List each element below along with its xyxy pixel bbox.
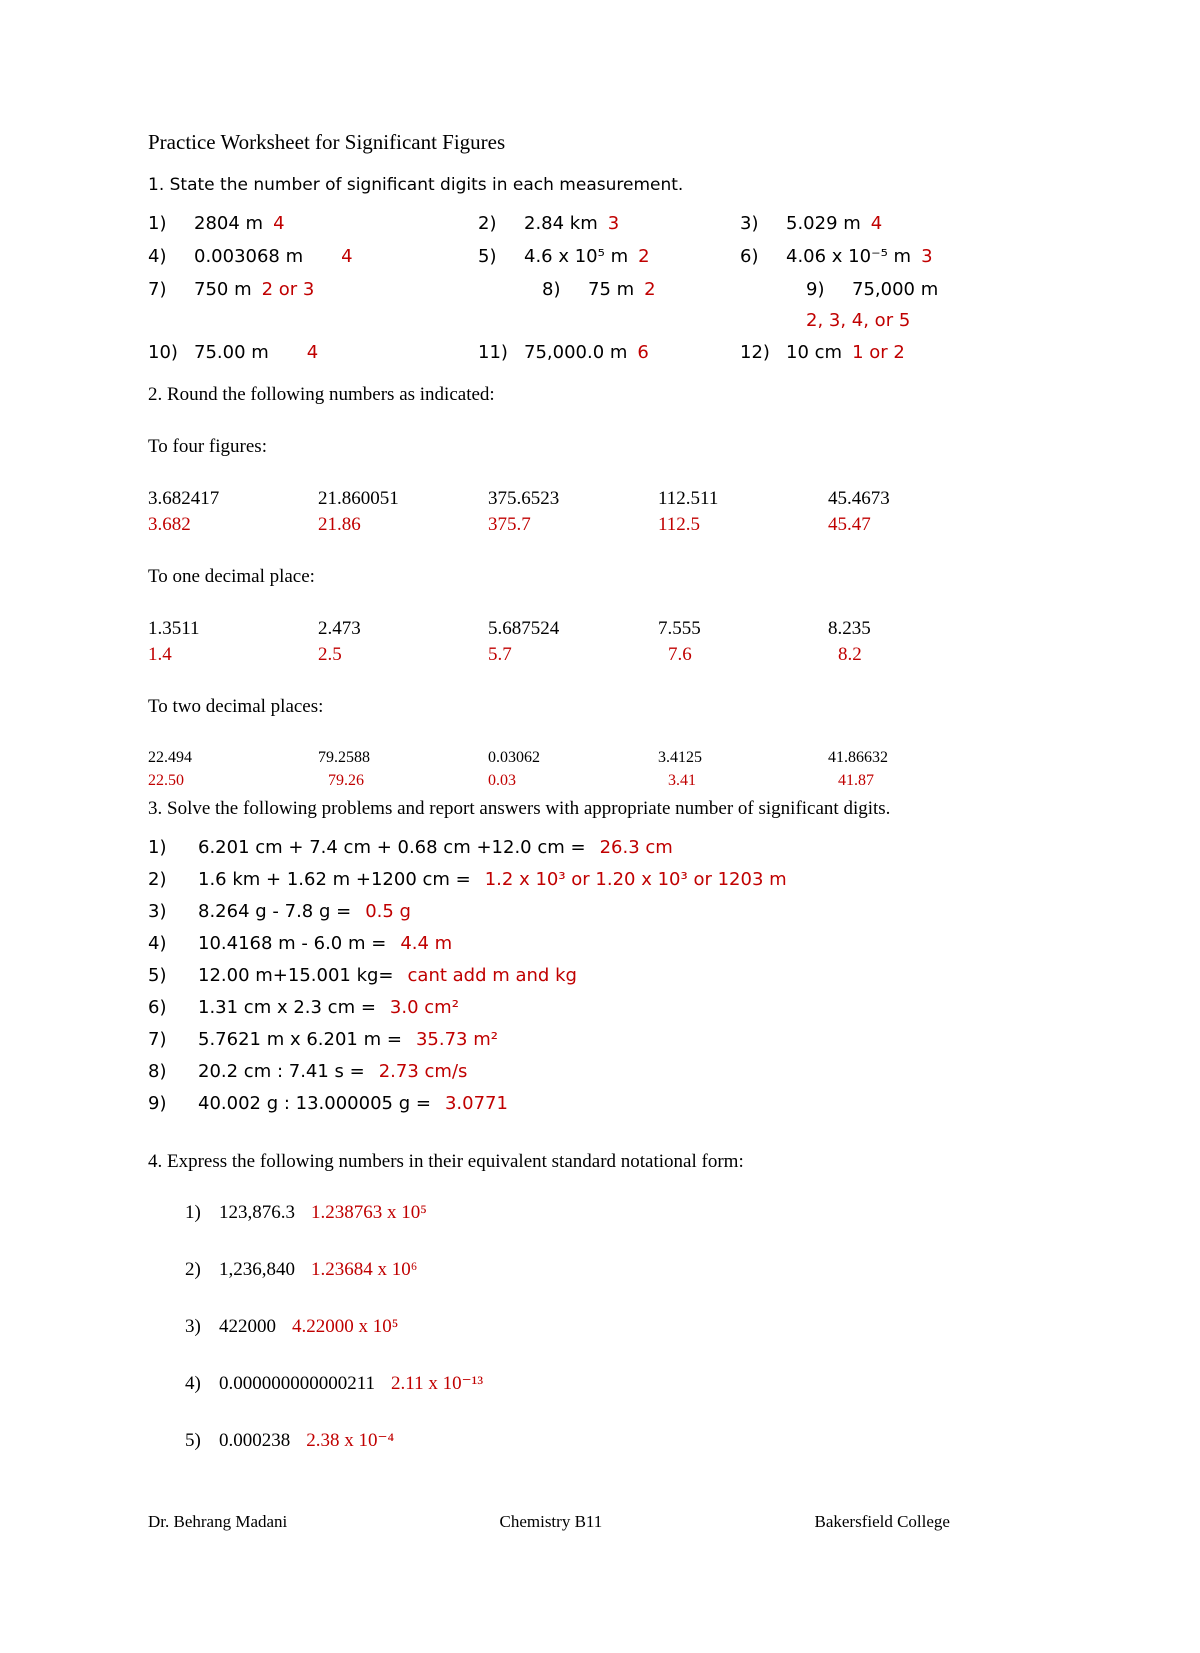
problem-text: 4.06 x 10⁻⁵ m — [786, 246, 912, 267]
section2-rounding — [148, 382, 1048, 792]
problem-text: 20.2 cm : 7.41 s = — [198, 1061, 365, 1082]
problem-text: 8.264 g - 7.8 g = — [198, 901, 352, 922]
value: 1.3511 — [148, 618, 200, 639]
sigfig-problem — [740, 207, 1008, 240]
answer-text: 4.22000 x 10⁵ — [292, 1316, 399, 1337]
rounding-block-label: To two decimal places: — [148, 696, 324, 717]
sigfig-problem — [148, 336, 478, 369]
sigfig-problem — [478, 273, 740, 336]
problem-number: 12) — [740, 342, 770, 363]
problem-number: 4) — [148, 933, 167, 954]
problem-number: 5) — [478, 246, 497, 267]
footer-author: Dr. Behrang Madani — [148, 1512, 288, 1531]
section1-problem-grid — [148, 207, 1008, 369]
problem-number: 4) — [185, 1373, 201, 1394]
problem-text: 2804 m — [194, 213, 264, 234]
answer-text: 4 — [306, 342, 319, 363]
value: 112.511 — [658, 488, 719, 509]
answer-text: 2.73 cm/s — [378, 1061, 468, 1082]
problem-number: 6) — [740, 246, 759, 267]
answer: 79.26 — [328, 772, 364, 789]
problem-number: 5) — [185, 1430, 201, 1451]
calc-problem — [148, 992, 978, 1024]
problem-text: 0.003068 m — [194, 246, 304, 267]
answer: 21.86 — [318, 514, 361, 535]
problem-number: 2) — [185, 1259, 201, 1280]
problem-number: 4) — [148, 246, 167, 267]
value: 8.235 — [828, 618, 871, 639]
answer-text: 3 — [607, 213, 620, 234]
problem-text: 1,236,840 — [219, 1259, 295, 1280]
calc-problem — [148, 1056, 978, 1088]
problem-text: 40.002 g : 13.000005 g = — [198, 1093, 431, 1114]
notation-problem — [148, 1427, 978, 1454]
answer-text: 2.11 x 10⁻¹³ — [391, 1373, 484, 1394]
answer-text: 2 — [644, 279, 656, 300]
answer-text: 3 — [921, 246, 933, 267]
value: 3.4125 — [658, 749, 702, 766]
answer: 0.03 — [488, 772, 516, 789]
footer-college: Bakersfield College — [814, 1512, 950, 1531]
answer-text: 3.0 cm² — [389, 997, 459, 1018]
answer-text: 26.3 cm — [599, 837, 673, 858]
rounding-table — [148, 616, 1048, 668]
answer: 8.2 — [838, 644, 862, 665]
answer-text: 2 — [638, 246, 650, 267]
value: 2.473 — [318, 618, 361, 639]
answer: 5.7 — [488, 644, 512, 665]
rounding-table — [148, 746, 1048, 792]
answer: 7.6 — [668, 644, 692, 665]
calc-problem — [148, 928, 978, 960]
value: 0.03062 — [488, 749, 540, 766]
answer-text: cant add m and kg — [407, 965, 577, 986]
sigfig-problem — [148, 273, 478, 336]
answer-text: 35.73 m² — [415, 1029, 498, 1050]
rounding-block-label: To one decimal place: — [148, 566, 315, 587]
rounding-block — [148, 694, 1048, 792]
sigfig-problem — [148, 240, 478, 273]
problem-number: 7) — [148, 279, 167, 300]
value: 5.687524 — [488, 618, 560, 639]
problem-text: 2.84 km — [524, 213, 598, 234]
answer-text: 2, 3, 4, or 5 — [806, 310, 911, 331]
problem-text: 4.6 x 10⁵ m — [524, 246, 629, 267]
problem-number: 3) — [185, 1316, 201, 1337]
answer: 112.5 — [658, 514, 701, 535]
problem-number: 3) — [740, 213, 759, 234]
sigfig-problem — [148, 207, 478, 240]
section3-heading: 3. Solve the following problems and report answers with appropriate number of significant digits. — [148, 798, 891, 819]
answer: 22.50 — [148, 772, 184, 789]
answer-text: 6 — [637, 342, 649, 363]
value: 375.6523 — [488, 488, 560, 509]
answer-text: 1 or 2 — [852, 342, 905, 363]
answer: 3.41 — [668, 772, 696, 789]
problem-number: 8) — [148, 1061, 167, 1082]
problem-number: 10) — [148, 342, 178, 363]
calc-problem — [148, 896, 978, 928]
problem-number: 7) — [148, 1029, 167, 1050]
problem-number: 2) — [478, 213, 497, 234]
rounding-table — [148, 486, 1048, 538]
answer-text: 1.238763 x 10⁵ — [311, 1202, 427, 1223]
calc-problem — [148, 832, 978, 864]
sigfig-problem — [740, 336, 1008, 369]
answer: 2.5 — [318, 644, 342, 665]
problem-text: 1.31 cm x 2.3 cm = — [198, 997, 376, 1018]
problem-text: 5.7621 m x 6.201 m = — [198, 1029, 402, 1050]
answer-text: 4 — [870, 213, 883, 234]
value: 21.860051 — [318, 488, 399, 509]
section3-item-list — [148, 832, 978, 1120]
page-footer — [148, 1512, 950, 1532]
answer-text: 2 or 3 — [261, 279, 315, 300]
answer-text: 4.4 m — [400, 933, 453, 954]
sigfig-problem — [740, 273, 1008, 336]
value: 22.494 — [148, 749, 192, 766]
answer: 1.4 — [148, 644, 172, 665]
page-title: Practice Worksheet for Significant Figures — [148, 130, 506, 154]
notation-problem — [148, 1256, 978, 1283]
answer: 41.87 — [838, 772, 874, 789]
answer-text: 1.2 x 10³ or 1.20 x 10³ or 1203 m — [484, 869, 787, 890]
problem-text: 750 m — [194, 279, 252, 300]
answer-text: 0.5 g — [365, 901, 411, 922]
problem-number: 9) — [806, 279, 825, 300]
section3-problems — [148, 795, 978, 1120]
sigfig-problem — [478, 207, 740, 240]
rounding-block-label: To four figures: — [148, 436, 267, 457]
problem-number: 1) — [148, 837, 167, 858]
section4-heading: 4. Express the following numbers in their equivalent standard notational form: — [148, 1151, 744, 1172]
answer: 3.682 — [148, 514, 191, 535]
problem-text: 422000 — [219, 1316, 276, 1337]
problem-number: 8) — [542, 279, 561, 300]
answer-text: 2.38 x 10⁻⁴ — [306, 1430, 395, 1451]
notation-problem — [148, 1313, 978, 1340]
notation-problem — [148, 1370, 978, 1397]
calc-problem — [148, 864, 978, 896]
footer-course: Chemistry B11 — [499, 1512, 603, 1531]
calc-problem — [148, 1088, 978, 1120]
calc-problem — [148, 960, 978, 992]
problem-number: 6) — [148, 997, 167, 1018]
value: 45.4673 — [828, 488, 890, 509]
problem-text: 75,000.0 m — [524, 342, 628, 363]
calc-problem — [148, 1024, 978, 1056]
section2-heading: 2. Round the following numbers as indicated: — [148, 384, 495, 405]
notation-problem — [148, 1199, 978, 1226]
problem-text: 75 m — [588, 279, 635, 300]
value: 7.555 — [658, 618, 701, 639]
problem-text: 10.4168 m - 6.0 m = — [198, 933, 387, 954]
problem-text: 75.00 m — [194, 342, 269, 363]
answer-text: 4 — [341, 246, 353, 267]
answer-text: 4 — [273, 213, 285, 234]
problem-text: 10 cm — [786, 342, 843, 363]
problem-number: 5) — [148, 965, 167, 986]
problem-text: 75,000 m — [852, 279, 939, 300]
sigfig-problem — [740, 240, 1008, 273]
problem-text: 0.000238 — [219, 1430, 291, 1451]
value: 41.86632 — [828, 749, 888, 766]
problem-text: 5.029 m — [786, 213, 861, 234]
problem-number: 11) — [478, 342, 508, 363]
problem-text: 6.201 cm + 7.4 cm + 0.68 cm +12.0 cm = — [198, 837, 586, 858]
answer: 45.47 — [828, 514, 871, 535]
section4-notation — [148, 1148, 978, 1484]
problem-number: 1) — [185, 1202, 201, 1223]
problem-number: 9) — [148, 1093, 167, 1114]
problem-text: 1.6 km + 1.62 m +1200 cm = — [198, 869, 471, 890]
problem-number: 2) — [148, 869, 167, 890]
answer-text: 1.23684 x 10⁶ — [311, 1259, 418, 1280]
problem-text: 123,876.3 — [219, 1202, 295, 1223]
answer: 375.7 — [488, 514, 531, 535]
value: 79.2588 — [318, 749, 370, 766]
problem-text: 0.000000000000211 — [219, 1373, 376, 1394]
problem-text: 12.00 m+15.001 kg= — [198, 965, 394, 986]
problem-number: 1) — [148, 213, 167, 234]
rounding-block — [148, 564, 1048, 668]
sigfig-problem — [478, 240, 740, 273]
sigfig-problem — [478, 336, 740, 369]
rounding-block — [148, 434, 1048, 538]
section1-heading: 1. State the number of significant digits in each measurement. — [148, 175, 684, 195]
answer-text: 3.0771 — [444, 1093, 508, 1114]
problem-number: 3) — [148, 901, 167, 922]
value: 3.682417 — [148, 488, 220, 509]
